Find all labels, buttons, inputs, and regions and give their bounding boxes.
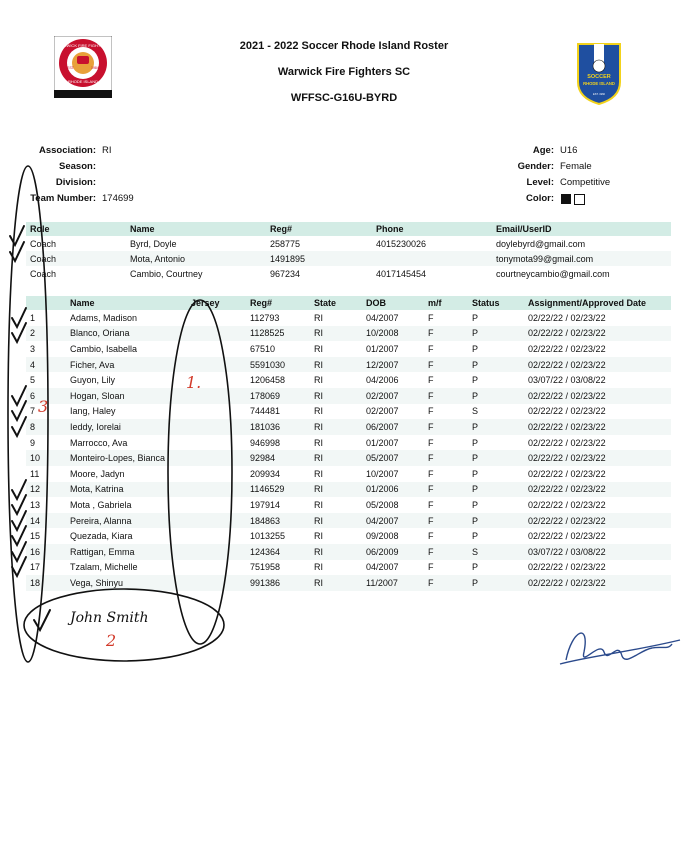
player-jersey	[187, 435, 246, 451]
players-table	[26, 296, 671, 591]
player-dob: 01/2007	[366, 437, 399, 448]
check-mark	[12, 511, 26, 530]
player-state: RI	[314, 312, 323, 323]
player-dob: 10/2008	[362, 326, 424, 342]
player-row	[26, 326, 671, 342]
staff-reg: 1491895	[266, 251, 372, 266]
player-jersey	[187, 466, 246, 482]
check-mark	[12, 557, 26, 576]
staff-name: Mota, Antonio	[126, 251, 266, 266]
staff-header: Email/UserID	[492, 222, 671, 236]
player-state: RI	[314, 406, 323, 417]
player-jersey	[187, 372, 246, 388]
logo-year-text: 1984	[91, 66, 99, 70]
logo-est-text: EST.	[67, 66, 75, 70]
player-name: Tzalam, Michelle	[70, 562, 138, 573]
player-jersey	[187, 482, 246, 498]
player-reg: 184863	[246, 513, 310, 529]
player-gender: F	[428, 562, 434, 573]
player-reg: 1013255	[250, 531, 286, 542]
player-name: Cambio, Isabella	[70, 343, 138, 354]
player-state: RI	[310, 575, 362, 591]
player-status: P	[472, 531, 479, 542]
player-status: P	[472, 375, 479, 386]
player-number: 13	[30, 499, 41, 510]
level-label: Level:	[526, 177, 554, 188]
staff-name: Cambio, Courtney	[130, 268, 203, 279]
player-reg: 1128525	[246, 326, 310, 342]
player-gender: F	[424, 482, 468, 498]
staff-phone: 4015230026	[376, 238, 427, 249]
player-dob: 04/2007	[366, 312, 399, 323]
players-body	[26, 310, 671, 591]
age-label: Age:	[532, 145, 554, 156]
player-status: P	[468, 357, 524, 373]
player-state: RI	[310, 326, 362, 342]
staff-table	[26, 222, 671, 281]
check-mark	[12, 308, 26, 327]
player-row	[26, 466, 671, 482]
player-row	[26, 372, 671, 388]
player-number: 2	[26, 326, 66, 342]
player-status: P	[472, 312, 479, 323]
players-header: State	[310, 296, 362, 310]
player-reg: 1146529	[246, 482, 310, 498]
player-gender: F	[428, 312, 434, 323]
team-number-label: Team Number:	[30, 193, 96, 204]
player-state: RI	[310, 544, 362, 560]
player-gender: F	[424, 544, 468, 560]
player-name: Mota, Katrina	[66, 482, 187, 498]
player-gender: F	[424, 513, 468, 529]
player-state: RI	[314, 343, 323, 354]
logo-est-text: EST. 1960	[593, 93, 605, 96]
player-state: RI	[314, 562, 323, 573]
player-row	[26, 435, 671, 451]
player-row	[26, 544, 671, 560]
player-assignment-date: 02/22/22 / 02/23/22	[524, 513, 671, 529]
player-jersey	[187, 575, 246, 591]
club-name: Warwick Fire Fighters SC	[277, 66, 411, 78]
player-jersey	[187, 310, 246, 326]
staff-phone	[372, 251, 492, 266]
check-mark	[12, 401, 26, 420]
player-reg: 112793	[250, 312, 280, 323]
players-header	[26, 296, 66, 310]
player-jersey	[187, 513, 246, 529]
player-name: Ficher, Ava	[66, 357, 187, 373]
player-reg: 197914	[250, 499, 281, 510]
player-status: P	[472, 499, 479, 510]
players-header: DOB	[362, 296, 424, 310]
player-status: P	[468, 513, 524, 529]
player-dob: 01/2006	[362, 482, 424, 498]
player-reg: 946998	[250, 437, 281, 448]
color-swatch-black	[561, 194, 571, 204]
player-state: RI	[310, 419, 362, 435]
staff-header-row	[26, 222, 671, 236]
player-name: Blanco, Oriana	[66, 326, 187, 342]
players-header-row	[26, 296, 671, 310]
player-name: Pereira, Alanna	[66, 513, 187, 529]
player-dob: 05/2007	[362, 450, 424, 466]
player-jersey	[187, 544, 246, 560]
player-status: P	[472, 437, 479, 448]
player-dob: 04/2006	[366, 375, 399, 386]
color-label: Color:	[526, 193, 554, 204]
player-reg: 92984	[246, 450, 310, 466]
team-code: WFFSC-G16U-BYRD	[290, 92, 398, 104]
association-value: RI	[102, 145, 112, 156]
staff-header: Phone	[372, 222, 492, 236]
check-mark	[10, 226, 24, 245]
player-gender: F	[428, 437, 434, 448]
player-gender: F	[424, 326, 468, 342]
players-header: Assignment/Approved Date	[524, 296, 671, 310]
player-state: RI	[314, 437, 323, 448]
staff-row	[26, 266, 671, 281]
player-assignment-date: 03/07/22 / 03/08/22	[524, 544, 671, 560]
player-state: RI	[310, 482, 362, 498]
player-assignment-date: 02/22/22 / 02/23/22	[528, 531, 606, 542]
player-gender: F	[428, 375, 434, 386]
team-number-value: 174699	[102, 193, 134, 204]
player-reg: 124364	[246, 544, 310, 560]
player-name: Moore, Jadyn	[70, 468, 125, 479]
player-state: RI	[310, 513, 362, 529]
player-reg: 5591030	[246, 357, 310, 373]
player-assignment-date: 02/22/22 / 02/23/22	[524, 357, 671, 373]
staff-row	[26, 236, 671, 251]
player-state: RI	[310, 357, 362, 373]
player-jersey	[187, 497, 246, 513]
player-assignment-date: 02/22/22 / 02/23/22	[524, 482, 671, 498]
player-number: 18	[26, 575, 66, 591]
staff-email: tonymota99@gmail.com	[492, 251, 671, 266]
staff-role: Coach	[30, 238, 57, 249]
player-status: P	[468, 326, 524, 342]
player-reg: 67510	[250, 343, 276, 354]
player-assignment-date: 02/22/22 / 02/23/22	[528, 406, 606, 417]
player-status: P	[468, 388, 524, 404]
player-status: P	[472, 468, 479, 479]
player-number: 10	[26, 450, 66, 466]
player-row	[26, 404, 671, 420]
player-assignment-date: 02/22/22 / 02/23/22	[524, 326, 671, 342]
player-status: P	[472, 343, 479, 354]
player-status: P	[468, 419, 524, 435]
player-gender: F	[428, 468, 434, 479]
player-name: Adams, Madison	[70, 312, 138, 323]
player-row	[26, 419, 671, 435]
player-dob: 10/2007	[366, 468, 399, 479]
player-reg: 1206458	[250, 375, 286, 386]
player-number: 8	[26, 419, 66, 435]
staff-row	[26, 251, 671, 266]
player-name: Ieddy, Iorelai	[66, 419, 187, 435]
player-number: 5	[30, 375, 36, 386]
staff-name: Byrd, Doyle	[130, 238, 177, 249]
player-name: Quezada, Kiara	[70, 531, 133, 542]
check-mark	[12, 495, 26, 514]
staff-header: Role	[26, 222, 126, 236]
player-gender: F	[424, 419, 468, 435]
player-dob: 01/2007	[366, 343, 399, 354]
player-number: 15	[30, 531, 41, 542]
players-header: Status	[468, 296, 524, 310]
approver-signature	[560, 633, 680, 664]
player-dob: 02/2007	[366, 406, 399, 417]
player-gender: F	[424, 388, 468, 404]
annotation-mark-2: 2	[106, 631, 117, 650]
gender-label: Gender:	[517, 161, 554, 172]
staff-header: Reg#	[266, 222, 372, 236]
player-name: Guyon, Lily	[70, 375, 116, 386]
player-row	[26, 497, 671, 513]
fire-fighters-logo	[54, 36, 112, 98]
player-gender: F	[424, 450, 468, 466]
staff-role: Coach	[26, 251, 126, 266]
signature-circle	[24, 589, 224, 661]
association-label: Association:	[38, 145, 96, 156]
player-state: RI	[310, 450, 362, 466]
player-assignment-date: 03/07/22 / 03/08/22	[528, 375, 606, 386]
player-dob: 02/2007	[362, 388, 424, 404]
player-assignment-date: 02/22/22 / 02/23/22	[528, 312, 606, 323]
player-dob: 05/2008	[366, 499, 399, 510]
player-dob: 04/2007	[362, 513, 424, 529]
player-status: P	[472, 562, 479, 573]
player-name: Marrocco, Ava	[70, 437, 128, 448]
player-status: P	[468, 450, 524, 466]
player-assignment-date: 02/22/22 / 02/23/22	[524, 419, 671, 435]
player-status: S	[468, 544, 524, 560]
player-assignment-date: 02/22/22 / 02/23/22	[528, 343, 606, 354]
player-assignment-date: 02/22/22 / 02/23/22	[524, 388, 671, 404]
player-assignment-date: 02/22/22 / 02/23/22	[528, 437, 606, 448]
player-state: RI	[314, 531, 323, 542]
roster-title: 2021 - 2022 Soccer Rhode Island Roster	[239, 40, 449, 52]
player-reg: 181036	[246, 419, 310, 435]
player-row	[26, 341, 671, 357]
handwritten-name: John Smith	[70, 610, 149, 626]
player-gender: F	[428, 406, 434, 417]
player-number: 9	[30, 437, 36, 448]
logo-soccer-text: SOCCER	[587, 74, 611, 80]
player-row	[26, 575, 671, 591]
player-status: P	[468, 482, 524, 498]
player-assignment-date: 02/22/22 / 02/23/22	[528, 562, 606, 573]
player-status: P	[468, 575, 524, 591]
player-state: RI	[314, 468, 323, 479]
player-number: 16	[26, 544, 66, 560]
soccer-ri-logo	[576, 42, 622, 106]
player-jersey	[187, 528, 246, 544]
player-gender: F	[424, 575, 468, 591]
player-jersey	[187, 450, 246, 466]
player-status: S	[472, 406, 479, 417]
player-row	[26, 482, 671, 498]
player-dob: 12/2007	[362, 357, 424, 373]
player-jersey	[187, 357, 246, 373]
player-assignment-date: 02/22/22 / 02/23/22	[524, 450, 671, 466]
player-row	[26, 560, 671, 576]
player-name: Mota , Gabriela	[70, 499, 132, 510]
annotation-mark-1: 1.	[186, 373, 202, 392]
player-name: Rattigan, Emma	[66, 544, 187, 560]
players-header: Name	[66, 296, 187, 310]
players-header: Jersey	[187, 296, 246, 310]
player-jersey	[187, 560, 246, 576]
player-reg: 209934	[250, 468, 281, 479]
player-row	[26, 357, 671, 373]
staff-email: courtneycambio@gmail.com	[496, 268, 610, 279]
check-mark	[12, 386, 26, 405]
player-jersey	[187, 341, 246, 357]
player-reg: 751958	[250, 562, 281, 573]
check-mark	[12, 480, 26, 499]
logo-ri-text: RHODE ISLAND	[583, 81, 615, 86]
player-row	[26, 388, 671, 404]
player-number: 7	[30, 406, 36, 417]
player-number: 14	[26, 513, 66, 529]
staff-phone: 4017145454	[376, 268, 427, 279]
player-number: 4	[26, 357, 66, 373]
player-reg: 744481	[250, 406, 281, 417]
check-mark	[12, 323, 26, 342]
check-mark	[12, 417, 26, 436]
player-jersey	[187, 419, 246, 435]
check-mark	[10, 242, 24, 261]
player-row	[26, 513, 671, 529]
staff-reg: 258775	[270, 238, 301, 249]
player-dob: 09/2008	[366, 531, 399, 542]
player-row	[26, 528, 671, 544]
player-row	[26, 310, 671, 326]
logo-top-text: WARWICK FIRE FIGHTERS	[57, 43, 109, 48]
player-assignment-date: 02/22/22 / 02/23/22	[528, 468, 606, 479]
players-header: m/f	[424, 296, 468, 310]
player-state: RI	[310, 388, 362, 404]
player-dob: 06/2007	[362, 419, 424, 435]
player-gender: F	[428, 531, 434, 542]
player-gender: F	[428, 499, 434, 510]
player-name: Monteiro-Lopes, Bianca	[66, 450, 187, 466]
player-reg: 991386	[246, 575, 310, 591]
season-label: Season:	[59, 161, 96, 172]
player-assignment-date: 02/22/22 / 02/23/22	[524, 575, 671, 591]
player-reg: 178069	[246, 388, 310, 404]
player-state: RI	[314, 499, 323, 510]
player-dob: 11/2007	[362, 575, 424, 591]
player-dob: 04/2007	[366, 562, 399, 573]
player-row	[26, 450, 671, 466]
player-jersey	[187, 326, 246, 342]
player-gender: F	[424, 357, 468, 373]
player-jersey	[187, 388, 246, 404]
player-jersey	[187, 404, 246, 420]
check-mark	[12, 542, 26, 561]
player-name: Hogan, Sloan	[66, 388, 187, 404]
gender-value: Female	[560, 161, 592, 172]
player-name: Iang, Haley	[70, 406, 116, 417]
check-mark	[34, 610, 50, 630]
player-dob: 06/2009	[362, 544, 424, 560]
staff-email: doylebyrd@gmail.com	[496, 238, 586, 249]
logo-bottom-text: RHODE ISLAND	[67, 79, 99, 84]
player-assignment-date: 02/22/22 / 02/23/22	[528, 499, 606, 510]
player-number: 11	[30, 468, 40, 479]
color-swatch-white	[574, 194, 585, 205]
age-value: U16	[560, 145, 578, 156]
player-number: 3	[30, 343, 36, 354]
division-label: Division:	[55, 177, 96, 188]
player-gender: F	[428, 343, 434, 354]
staff-header: Name	[126, 222, 266, 236]
level-value: Competitive	[560, 177, 611, 188]
player-state: RI	[314, 375, 323, 386]
player-number: 1	[30, 312, 36, 323]
player-number: 17	[30, 562, 41, 573]
annotation-mark-3: 3	[38, 397, 49, 416]
staff-role: Coach	[30, 268, 57, 279]
check-mark	[12, 526, 26, 545]
players-header: Reg#	[246, 296, 310, 310]
player-name: Vega, Shinyu	[66, 575, 187, 591]
player-number: 6	[26, 388, 66, 404]
player-number: 12	[26, 482, 66, 498]
staff-reg: 967234	[270, 268, 301, 279]
